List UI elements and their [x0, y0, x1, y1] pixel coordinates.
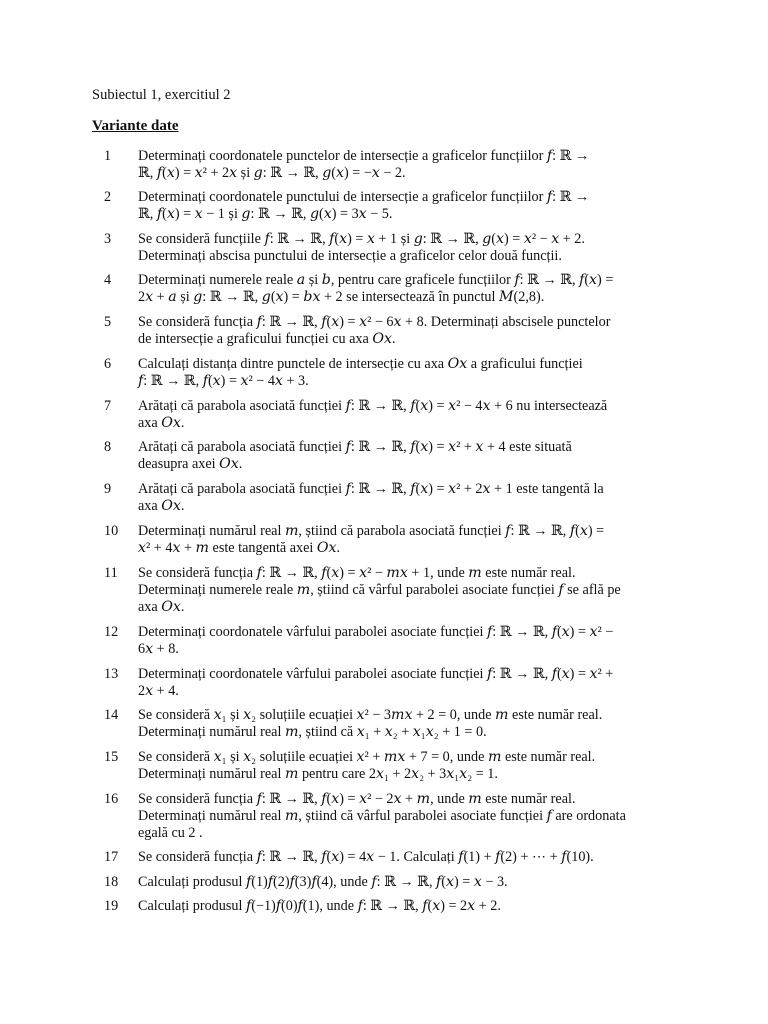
exercise-item	[104, 749, 674, 783]
exercise-item	[104, 666, 674, 700]
exercise-number: 11	[104, 565, 118, 581]
exercise-number: 17	[104, 849, 119, 865]
exercise-number: 6	[104, 356, 112, 372]
exercise-number: 14	[104, 707, 119, 723]
exercise-text	[138, 565, 674, 616]
exercise-line: Se consideră funcția 𝑓: ℝ → ℝ, 𝑓(𝑥) = 𝑥² − 6𝑥 + 8. Determinați abscisele punctelor	[138, 314, 611, 330]
exercise-line: ℝ, 𝑓(𝑥) = 𝑥 − 1 și 𝑔: ℝ → ℝ, 𝑔(𝑥) = 3𝑥 − 5.	[138, 206, 393, 222]
exercise-item	[104, 874, 674, 891]
exercise-line: Determinați numărul real 𝑚, știind că 𝑥₁ + 𝑥₂ + 𝑥₁𝑥₂ + 1 = 0.	[138, 724, 487, 740]
exercise-line: ℝ, 𝑓(𝑥) = 𝑥² + 2𝑥 și 𝑔: ℝ → ℝ, 𝑔(𝑥) = −𝑥 − 2.	[138, 165, 406, 181]
exercise-item	[104, 898, 674, 915]
exercise-number: 12	[104, 624, 119, 640]
exercise-line: Se consideră funcția 𝑓: ℝ → ℝ, 𝑓(𝑥) = 𝑥² − 2𝑥 + 𝑚, unde 𝑚 este număr real.	[138, 791, 576, 807]
exercise-line: Arătați că parabola asociată funcției 𝑓: ℝ → ℝ, 𝑓(𝑥) = 𝑥² − 4𝑥 + 6 nu intersectează	[138, 398, 608, 414]
exercise-line: Se consideră 𝑥₁ și 𝑥₂ soluțiile ecuației 𝑥² − 3𝑚𝑥 + 2 = 0, unde 𝑚 este număr real.	[138, 707, 603, 723]
exercise-item	[104, 314, 674, 348]
section-title: Variante date	[92, 118, 179, 134]
exercise-line: Determinați numerele reale 𝑚, știind că vârful parabolei asociate funcției 𝑓 se află pe	[138, 582, 621, 598]
exercise-number: 18	[104, 874, 119, 890]
exercise-line: Se consideră funcțiile 𝑓: ℝ → ℝ, 𝑓(𝑥) = 𝑥 + 1 și 𝑔: ℝ → ℝ, 𝑔(𝑥) = 𝑥² − 𝑥 + 2.	[138, 231, 585, 247]
exercise-text	[138, 666, 674, 700]
exercise-text	[138, 231, 674, 265]
exercise-text	[138, 898, 674, 915]
exercise-text	[138, 481, 674, 515]
exercise-line: 2𝑥 + 𝑎 și 𝑔: ℝ → ℝ, 𝑔(𝑥) = 𝑏𝑥 + 2 se intersectează în punctul 𝑀(2,8).	[138, 289, 545, 305]
exercise-line: axa 𝑂𝑥.	[138, 498, 185, 514]
exercise-item	[104, 189, 674, 223]
exercise-number: 8	[104, 439, 112, 455]
exercise-number: 2	[104, 189, 112, 205]
exercise-text	[138, 314, 674, 348]
exercise-line: Calculați produsul 𝑓(1)𝑓(2)𝑓(3)𝑓(4), unde 𝑓: ℝ → ℝ, 𝑓(𝑥) = 𝑥 − 3.	[138, 874, 508, 890]
exercise-text	[138, 272, 674, 306]
exercise-line: Calculați produsul 𝑓(−1)𝑓(0)𝑓(1), unde 𝑓: ℝ → ℝ, 𝑓(𝑥) = 2𝑥 + 2.	[138, 898, 501, 914]
exercise-line: Determinați coordonatele vârfului parabolei asociate funcției 𝑓: ℝ → ℝ, 𝑓(𝑥) = 𝑥² +	[138, 666, 614, 682]
exercise-line: egală cu 2 .	[138, 825, 203, 841]
exercise-line: axa 𝑂𝑥.	[138, 415, 185, 431]
exercise-line: Determinați abscisa punctului de intersecție a graficelor celor două funcții.	[138, 248, 562, 264]
exercise-item	[104, 231, 674, 265]
exercise-number: 3	[104, 231, 112, 247]
exercise-number: 4	[104, 272, 112, 288]
exercise-item	[104, 849, 674, 866]
exercise-text	[138, 707, 674, 741]
exercise-line: deasupra axei 𝑂𝑥.	[138, 456, 243, 472]
exercise-text	[138, 356, 674, 390]
exercise-line: Determinați numărul real 𝑚, știind că vârful parabolei asociate funcției 𝑓 are ordonata	[138, 808, 626, 824]
exercise-line: Se consideră funcția 𝑓: ℝ → ℝ, 𝑓(𝑥) = 4𝑥 − 1. Calculați 𝑓(1) + 𝑓(2) + ⋯ + 𝑓(10).	[138, 849, 594, 865]
exercise-text	[138, 849, 674, 866]
exercise-line: 2𝑥 + 4.	[138, 683, 179, 699]
exercise-text	[138, 523, 674, 557]
exercise-line: Se consideră funcția 𝑓: ℝ → ℝ, 𝑓(𝑥) = 𝑥² − 𝑚𝑥 + 1, unde 𝑚 este număr real.	[138, 565, 576, 581]
exercise-line: axa 𝑂𝑥.	[138, 599, 185, 615]
exercise-text	[138, 749, 674, 783]
exercise-number: 13	[104, 666, 119, 682]
exercise-number: 15	[104, 749, 119, 765]
exercise-text	[138, 874, 674, 891]
exercise-number: 19	[104, 898, 119, 914]
exercise-line: Determinați coordonatele punctului de intersecție a graficelor funcțiilor 𝑓: ℝ →	[138, 189, 590, 205]
exercise-item	[104, 398, 674, 432]
exercise-number: 7	[104, 398, 112, 414]
exercise-number: 9	[104, 481, 112, 497]
exercise-item	[104, 148, 674, 182]
exercise-line: Determinați numărul real 𝑚 pentru care 2𝑥₁ + 2𝑥₂ + 3𝑥₁𝑥₂ = 1.	[138, 766, 498, 782]
exercise-number: 10	[104, 523, 119, 539]
exercise-number: 1	[104, 148, 112, 164]
exercise-item	[104, 791, 674, 842]
exercise-line: Calculați distanța dintre punctele de intersecție cu axa 𝑂𝑥 a graficului funcției	[138, 356, 583, 372]
exercise-item	[104, 272, 674, 306]
subject-heading: Subiectul 1, exercitiul 2	[92, 87, 231, 103]
exercise-line: Determinați numerele reale 𝑎 și 𝑏, pentru care graficele funcțiilor 𝑓: ℝ → ℝ, 𝑓(𝑥) =	[138, 272, 614, 288]
exercise-line: Determinați coordonatele vârfului parabolei asociate funcției 𝑓: ℝ → ℝ, 𝑓(𝑥) = 𝑥² −	[138, 624, 614, 640]
exercise-line: Determinați coordonatele punctelor de intersecție a graficelor funcțiilor 𝑓: ℝ →	[138, 148, 590, 164]
exercise-item	[104, 356, 674, 390]
exercise-line: Arătați că parabola asociată funcției 𝑓: ℝ → ℝ, 𝑓(𝑥) = 𝑥² + 2𝑥 + 1 este tangentă la	[138, 481, 604, 497]
exercise-text	[138, 624, 674, 658]
exercise-text	[138, 791, 674, 842]
exercise-line: de intersecție a graficului funcției cu axa 𝑂𝑥.	[138, 331, 396, 347]
exercise-line: 𝑥² + 4𝑥 + 𝑚 este tangentă axei 𝑂𝑥.	[138, 540, 341, 556]
exercise-item	[104, 707, 674, 741]
exercise-item	[104, 624, 674, 658]
exercise-text	[138, 439, 674, 473]
exercise-line: 𝑓: ℝ → ℝ, 𝑓(𝑥) = 𝑥² − 4𝑥 + 3.	[138, 373, 309, 389]
exercise-item	[104, 481, 674, 515]
exercise-number: 5	[104, 314, 112, 330]
exercise-item	[104, 523, 674, 557]
exercise-text	[138, 189, 674, 223]
exercise-number: 16	[104, 791, 119, 807]
exercise-item	[104, 439, 674, 473]
exercise-line: 6𝑥 + 8.	[138, 641, 179, 657]
exercise-item	[104, 565, 674, 616]
exercise-text	[138, 398, 674, 432]
exercise-line: Arătați că parabola asociată funcției 𝑓: ℝ → ℝ, 𝑓(𝑥) = 𝑥² + 𝑥 + 4 este situată	[138, 439, 572, 455]
exercise-line: Determinați numărul real 𝑚, știind că parabola asociată funcției 𝑓: ℝ → ℝ, 𝑓(𝑥) =	[138, 523, 605, 539]
exercise-text	[138, 148, 674, 182]
exercise-line: Se consideră 𝑥₁ și 𝑥₂ soluțiile ecuației 𝑥² + 𝑚𝑥 + 7 = 0, unde 𝑚 este număr real.	[138, 749, 596, 765]
